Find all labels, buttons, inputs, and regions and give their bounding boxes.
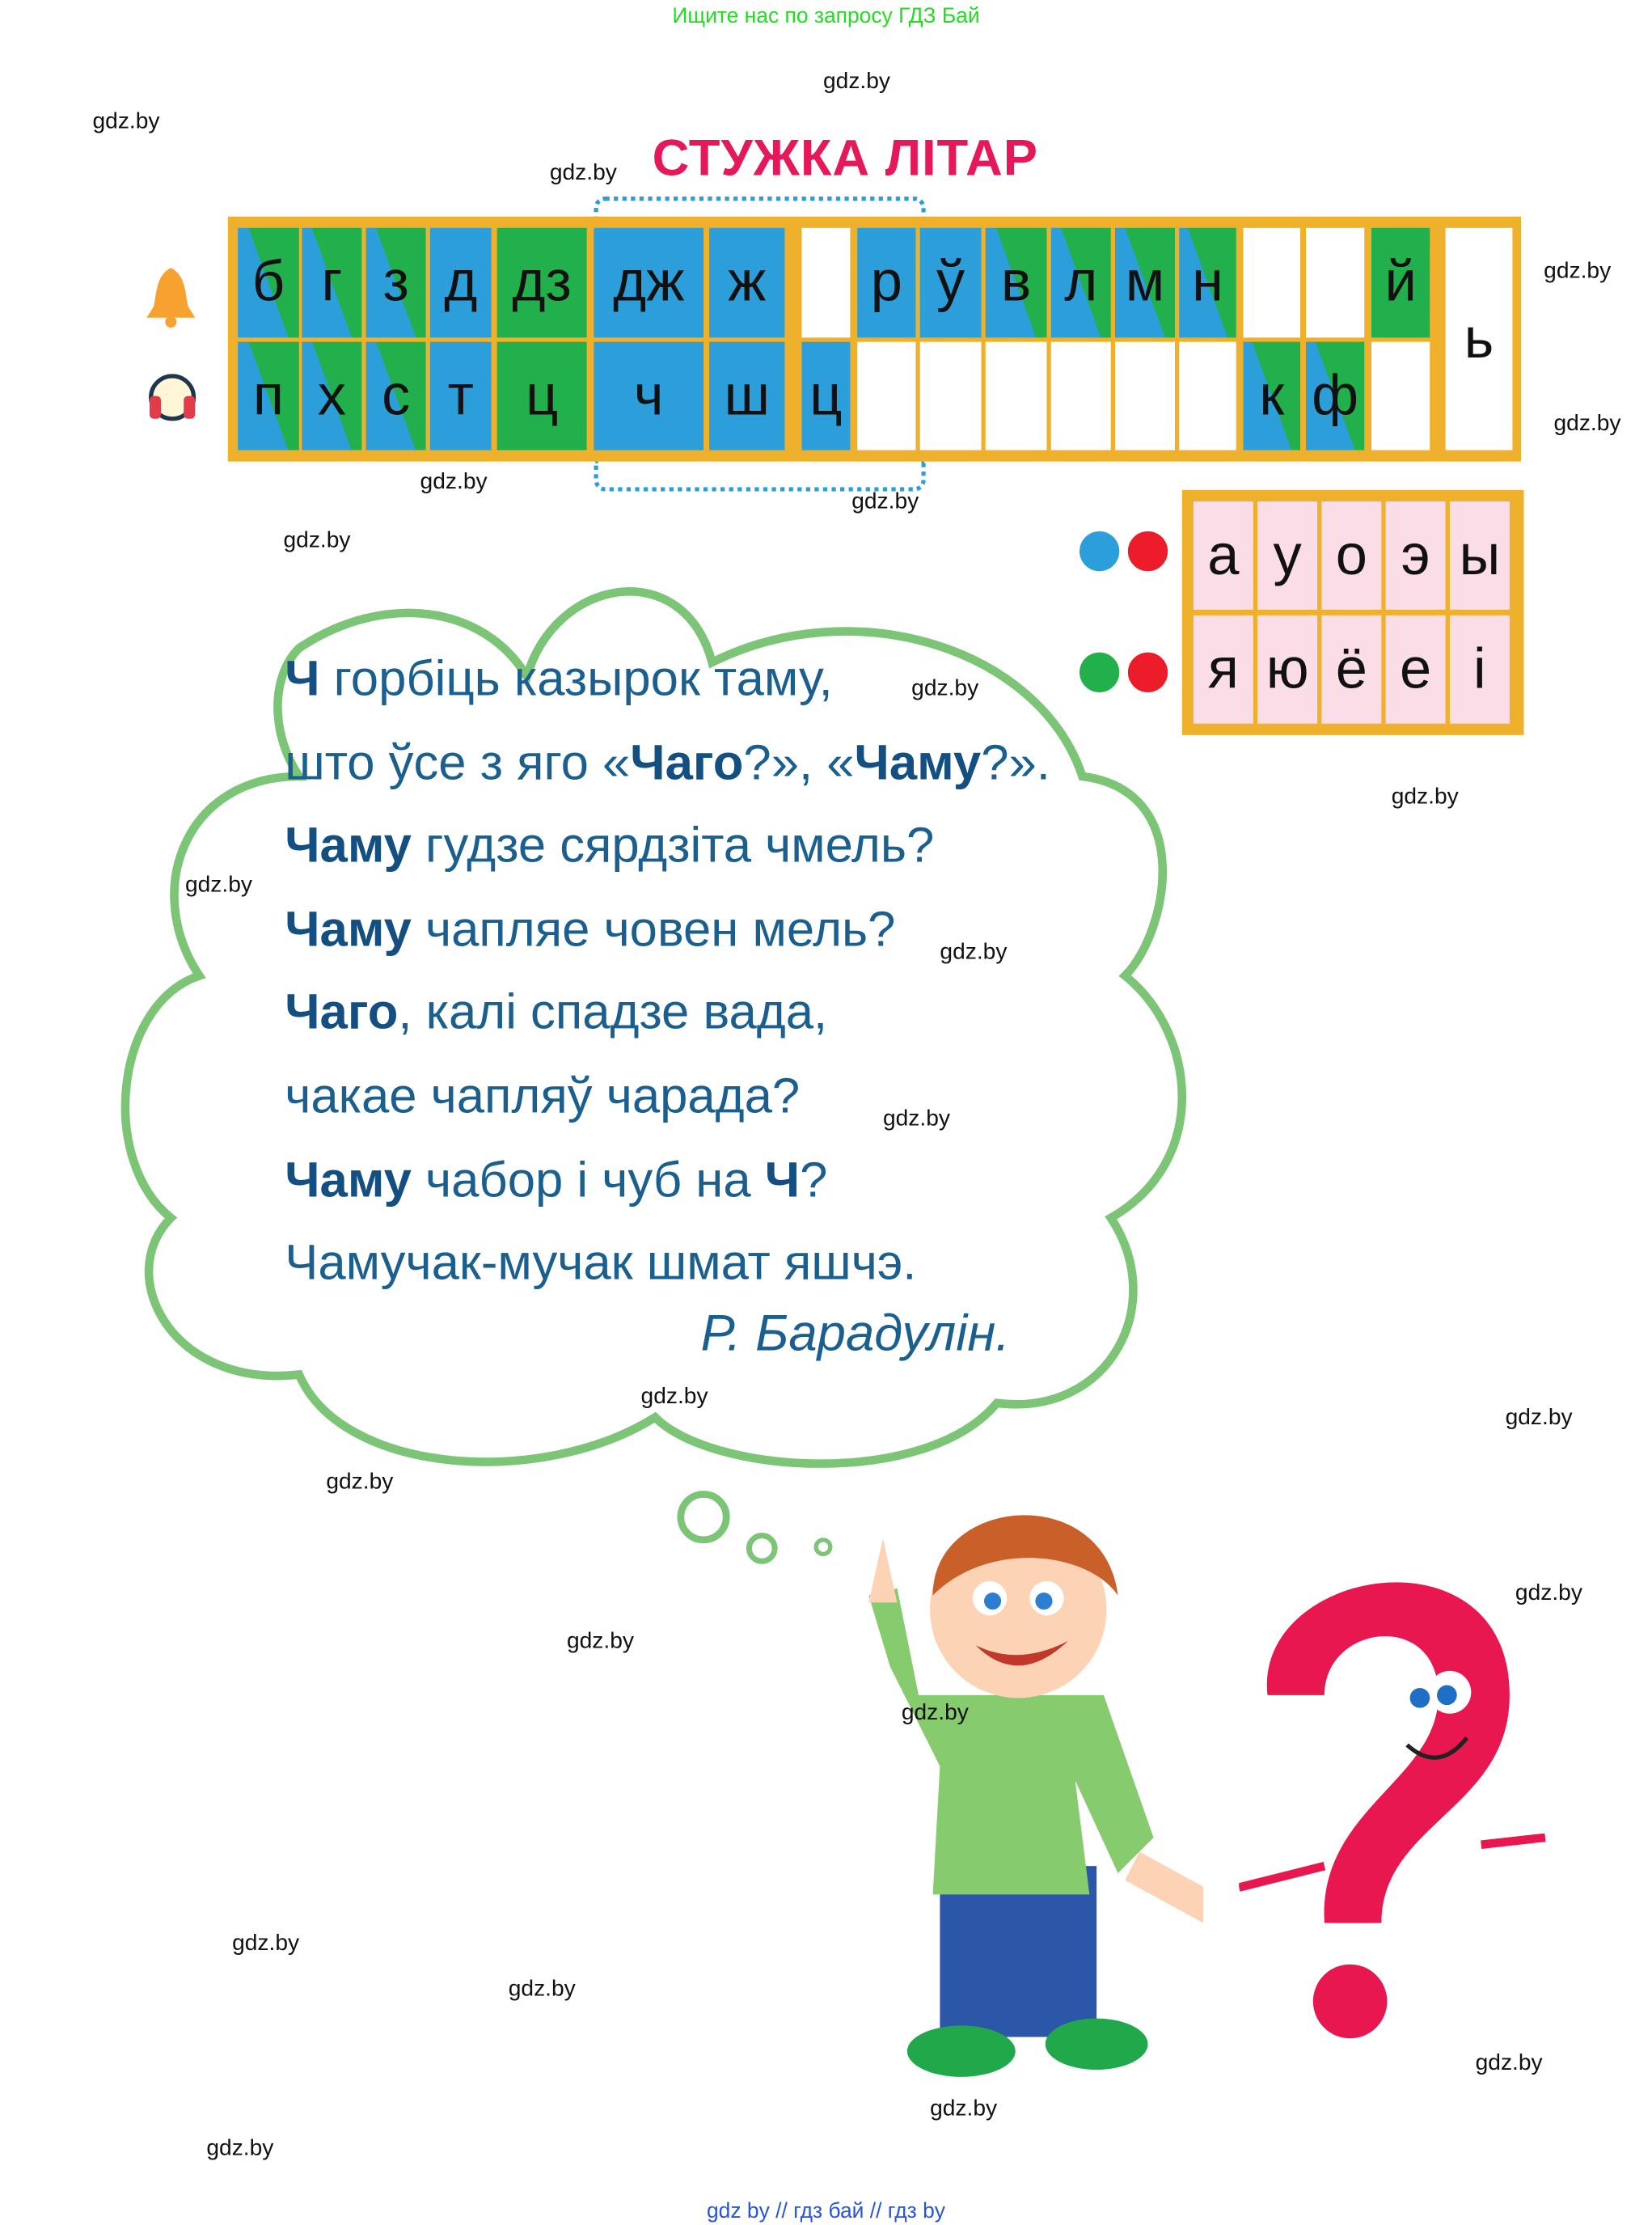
letter-cell <box>802 228 851 338</box>
vowel-table <box>1182 490 1524 735</box>
poem-author: Р. Барадулін. <box>700 1303 1010 1362</box>
letter-cell: н <box>1179 228 1236 338</box>
letter-cell: дж <box>594 228 703 338</box>
boy-illustration <box>833 1467 1203 2094</box>
poem-bold-word: Чаму <box>854 734 982 790</box>
watermark: gdz.by <box>1515 1580 1582 1605</box>
letter-cell: в <box>986 228 1047 338</box>
watermark: gdz.by <box>1475 2051 1543 2076</box>
letter-cell: б <box>238 228 299 338</box>
vowel-cell: э <box>1386 501 1446 610</box>
letter-cell: т <box>430 342 492 450</box>
poem-bold-word: Чаго <box>285 984 399 1041</box>
poem-text: Чамучак-мучак шмат яшчэ. <box>285 1235 917 1291</box>
watermark: gdz.by <box>851 489 919 514</box>
poem-line <box>285 889 895 972</box>
poem-text: , калі спадзе вада, <box>398 984 828 1041</box>
poem-bold-word: Чаго <box>630 734 744 790</box>
poem-bold-word: Ч <box>285 650 320 707</box>
watermark: gdz.by <box>940 940 1008 965</box>
watermark: gdz.by <box>420 470 488 495</box>
letter-cell <box>857 342 915 450</box>
vowel-cell: і <box>1450 615 1510 724</box>
poem-line <box>285 1139 827 1222</box>
watermark: gdz.by <box>508 1977 576 2002</box>
vowel-cell: е <box>1386 615 1446 724</box>
letter-cell <box>986 342 1047 450</box>
poem-text: чакае чапляў чарада? <box>285 1068 801 1124</box>
poem-line <box>285 1055 800 1139</box>
headphones-icon <box>146 370 200 425</box>
watermark: gdz.by <box>326 1470 394 1495</box>
watermark: gdz.by <box>1544 259 1612 284</box>
letter-cell: ў <box>920 228 982 338</box>
letter-cell: д <box>430 228 492 338</box>
letter-cell: ц <box>497 342 587 450</box>
letter-cell: г <box>302 228 361 338</box>
watermark: gdz.by <box>901 1700 969 1725</box>
watermark: gdz.by <box>822 70 890 95</box>
letter-cell: л <box>1051 228 1111 338</box>
letter-cell: ч <box>594 342 703 450</box>
watermark: gdz.by <box>911 676 979 701</box>
vowel-cell: ё <box>1321 615 1381 724</box>
watermark: gdz.by <box>1391 785 1459 810</box>
top-note: Ищите нас по запросу ГДЗ Бай <box>672 4 980 29</box>
letter-cell <box>1306 228 1364 338</box>
poem-text: горбіць казырок таму, <box>319 650 833 707</box>
watermark: gdz.by <box>92 109 160 134</box>
poem-bold-word: Чаму <box>285 1152 412 1208</box>
poem-text: ?», « <box>743 734 855 790</box>
watermark: gdz.by <box>930 2096 998 2121</box>
watermark: gdz.by <box>232 1931 300 1956</box>
poem-text: гудзе сярдзіта чмель? <box>411 818 935 874</box>
vowel-cell: у <box>1257 501 1317 610</box>
watermark: gdz.by <box>1505 1406 1573 1431</box>
letter-cell <box>1115 342 1175 450</box>
poem-line <box>285 638 833 721</box>
poem <box>285 638 1050 1306</box>
poem-text: ? <box>800 1152 828 1208</box>
letter-cell: р <box>857 228 915 338</box>
poem-text: што ўсе з яго « <box>285 734 631 790</box>
letter-cell: ж <box>709 228 784 338</box>
poem-line <box>285 721 1050 805</box>
watermark: gdz.by <box>184 873 252 898</box>
footer-links[interactable]: gdz by // гдз бай // гдз by <box>706 2199 946 2224</box>
letter-cell: ф <box>1306 342 1364 450</box>
letter-cell: п <box>238 342 299 450</box>
watermark: gdz.by <box>1553 411 1621 436</box>
watermark: gdz.by <box>882 1106 950 1132</box>
bell-icon <box>142 264 199 328</box>
watermark: gdz.by <box>206 2136 274 2161</box>
poem-bold-word: Чаму <box>285 901 412 958</box>
watermark: gdz.by <box>640 1384 708 1409</box>
letter-cell: з <box>366 228 426 338</box>
vowel-cell: ю <box>1257 615 1317 724</box>
page-title: СТУЖКА ЛІТАР <box>652 128 1038 187</box>
letter-cell: й <box>1371 228 1430 338</box>
poem-text: ?». <box>981 734 1050 790</box>
letter-cell <box>1244 228 1300 338</box>
letter-cell: с <box>366 342 426 450</box>
vowel-cell: а <box>1194 501 1253 610</box>
vowel-cell: ы <box>1450 501 1510 610</box>
letter-cell: ш <box>709 342 784 450</box>
vowel-cell: о <box>1321 501 1381 610</box>
poem-bold-word: Чаму <box>285 818 412 874</box>
letter-cell <box>1051 342 1111 450</box>
soft-sign-cell: ь <box>1446 228 1513 450</box>
poem-text: чабор і чуб на <box>411 1152 765 1208</box>
poem-line <box>285 1222 916 1305</box>
letter-cell: х <box>302 342 361 450</box>
poem-bold-word: Ч <box>764 1152 801 1208</box>
letter-cell: дз <box>497 228 587 338</box>
letter-cell: м <box>1115 228 1175 338</box>
digraph-bracket-bottom <box>594 459 925 492</box>
vowel-cell: я <box>1194 615 1253 724</box>
question-mark-character <box>1239 1538 1566 2066</box>
watermark: gdz.by <box>566 1629 634 1654</box>
watermark: gdz.by <box>283 528 351 553</box>
poem-line <box>285 972 827 1055</box>
letter-cell: ц <box>802 342 851 450</box>
letter-cell <box>1179 342 1236 450</box>
letter-cell <box>920 342 982 450</box>
watermark: gdz.by <box>549 161 617 185</box>
letter-cell: к <box>1244 342 1300 450</box>
poem-text: чапляе човен мель? <box>411 901 896 958</box>
poem-line <box>285 805 934 888</box>
letter-cell <box>1371 342 1430 450</box>
consonant-strip <box>228 217 1521 462</box>
